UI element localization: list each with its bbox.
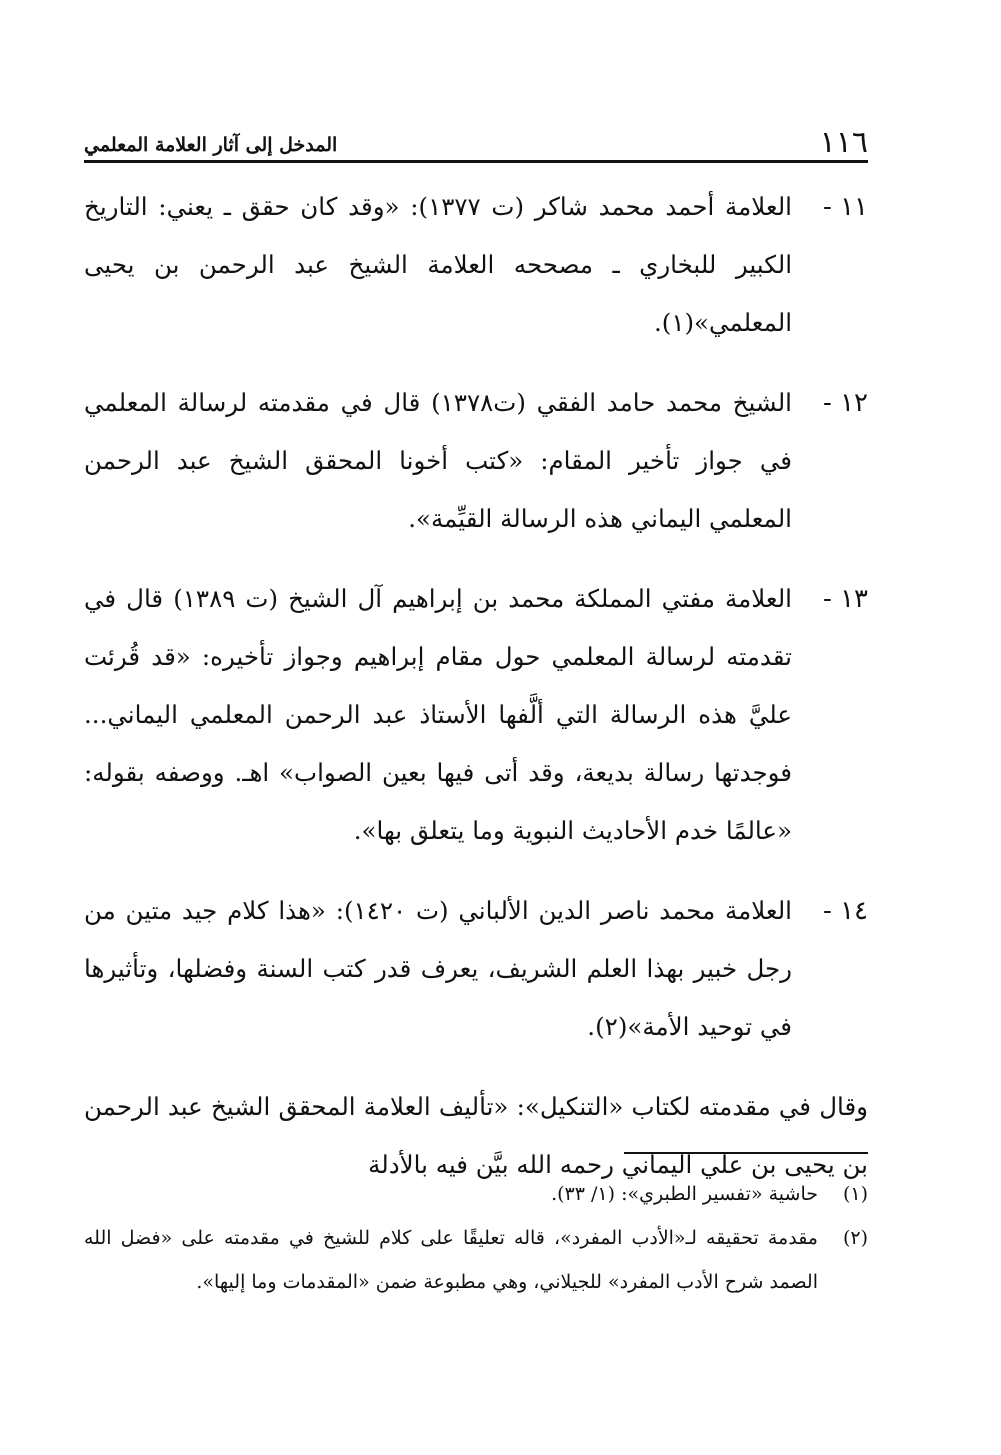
item-text: العلامة مفتي المملكة محمد بن إبراهيم آل الشيخ (ت ١٣٨٩) قال في تقدمته لرسالة المعلمي حول مقام إبراهيم وجواز تأخيره: «قد قُرئت عليَّ هذه الرسالة التي ألَّفها الأستاذ عبد الرحمن المعلمي اليماني... فوجدتها رسالة بديعة، وقد أتى فيها بعين الصواب» اهـ. ووصفه بقوله: «عالمًا خدم الأحاديث النبوية وما يتعلق بها». xyxy=(84,584,792,845)
running-header xyxy=(84,122,868,160)
item-number: ١٣ - xyxy=(823,584,868,614)
item-number: ١٤ - xyxy=(823,896,868,926)
footnote xyxy=(84,1216,868,1304)
item-text: العلامة أحمد محمد شاكر (ت ١٣٧٧): «وقد كان حقق ـ يعني: التاريخ الكبير للبخاري ـ مصححه العلامة الشيخ عبد الرحمن بن يحيى المعلمي»(١). xyxy=(84,192,792,337)
continuation-paragraph: وقال في مقدمته لكتاب «التنكيل»: «تأليف العلامة المحقق الشيخ عبد الرحمن بن يحيى بن علي اليماني رحمه الله بيَّن فيه بالأدلة xyxy=(84,1092,868,1179)
running-book-title: المدخل إلى آثار العلامة المعلمي xyxy=(84,134,338,156)
footnote-text: مقدمة تحقيقه لـ«الأدب المفرد»، قاله تعليقًا على كلام للشيخ في مقدمته على «فضل الله الصمد شرح الأدب المفرد» للجيلاني، وهي مطبوعة ضمن «المقدمات وما إليها». xyxy=(84,1227,818,1293)
item-text: الشيخ محمد حامد الفقي (ت١٣٧٨) قال في مقدمته لرسالة المعلمي في جواز تأخير المقام: «كتب أخونا المحقق الشيخ عبد الرحمن المعلمي اليماني هذه الرسالة القيِّمة». xyxy=(84,388,792,533)
item-number: ١١ - xyxy=(823,192,868,222)
footnote-text: حاشية «تفسير الطبري»: (١/ ٣٣). xyxy=(551,1183,818,1205)
page-number: ١١٦ xyxy=(819,125,868,160)
footnotes xyxy=(84,1172,868,1304)
header-rule xyxy=(84,160,868,163)
list-item xyxy=(84,374,868,548)
footnote-rule xyxy=(624,1152,868,1154)
list-item xyxy=(84,178,868,352)
list-item xyxy=(84,882,868,1056)
list-item xyxy=(84,570,868,860)
item-number: ١٢ - xyxy=(823,388,868,418)
footnote-number: (١) xyxy=(842,1183,868,1205)
footnote-number: (٢) xyxy=(842,1227,868,1249)
footnote xyxy=(84,1172,868,1216)
main-text xyxy=(84,178,868,1194)
item-text: العلامة محمد ناصر الدين الألباني (ت ١٤٢٠): «هذا كلام جيد متين من رجل خبير بهذا العلم الشريف، يعرف قدر كتب السنة وفضلها، وتأثيرها في توحيد الأمة»(٢). xyxy=(84,896,792,1041)
